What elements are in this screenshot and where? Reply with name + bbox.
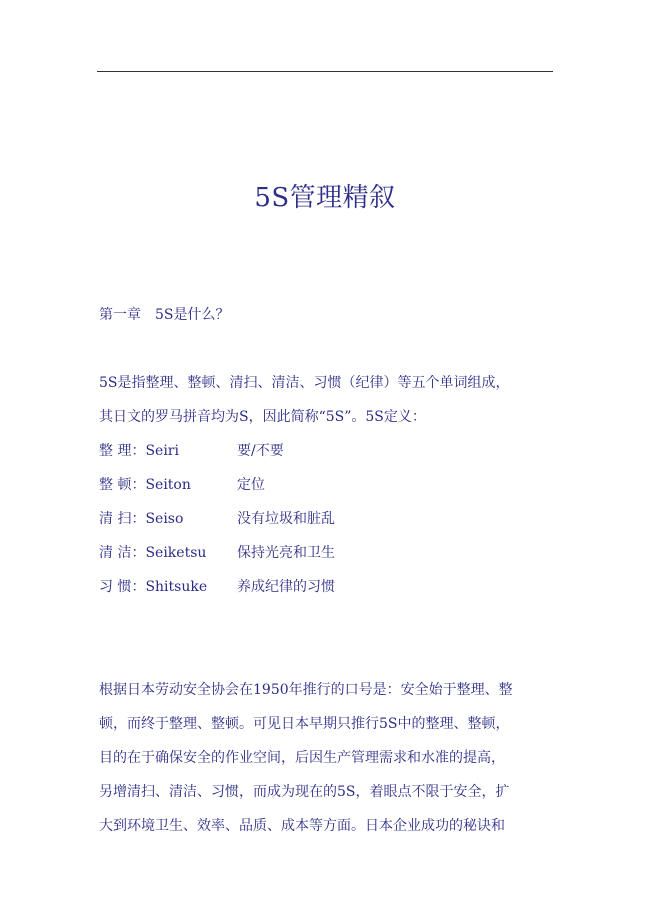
history-line: 目的在于确保安全的作业空间，后因生产管理需求和水准的提高， [99,750,505,766]
intro-line: 其日文的罗马拼音均为S，因此简称“5S”。5S定义： [99,409,426,425]
definition-meaning: 要/不要 [237,443,284,459]
definition-term: 整 顿：Seiton [99,477,191,493]
history-line: 根据日本劳动安全协会在1950年推行的口号是：安全始于整理、整 [99,682,513,698]
history-line: 大到环境卫生、效率、品质、成本等方面。日本企业成功的秘诀和 [99,818,505,834]
definition-row-seiri [99,441,284,461]
definition-term: 清 洁：Seiketsu [99,545,207,561]
definition-term: 习 惯：Shitsuke [99,579,208,595]
definition-meaning: 养成纪律的习惯 [237,579,335,595]
definition-term: 整 理：Seiri [99,443,179,459]
definition-meaning: 保持光亮和卫生 [237,545,335,561]
intro-line: 5S是指整理、整顿、清扫、清洁、习惯（纪律）等五个单词组成， [99,375,510,391]
definition-meaning: 没有垃圾和脏乱 [237,511,335,527]
header-rule [97,71,553,72]
definition-row-seiton [99,475,265,495]
definition-row-seiso [99,509,335,529]
definition-meaning: 定位 [237,477,265,493]
chapter-heading: 第一章 5S是什么？ [99,307,230,323]
definition-row-shitsuke [99,577,335,597]
document-title: 5S管理精叙 [254,183,396,213]
history-line: 另增清扫、清洁、习惯，而成为现在的5S，着眼点不限于安全，扩 [99,784,510,800]
history-line: 顿，而终于整理、整顿。可见日本早期只推行5S中的整理、整顿， [99,716,510,732]
definition-row-seiketsu [99,543,335,563]
definition-term: 清 扫：Seiso [99,511,184,527]
